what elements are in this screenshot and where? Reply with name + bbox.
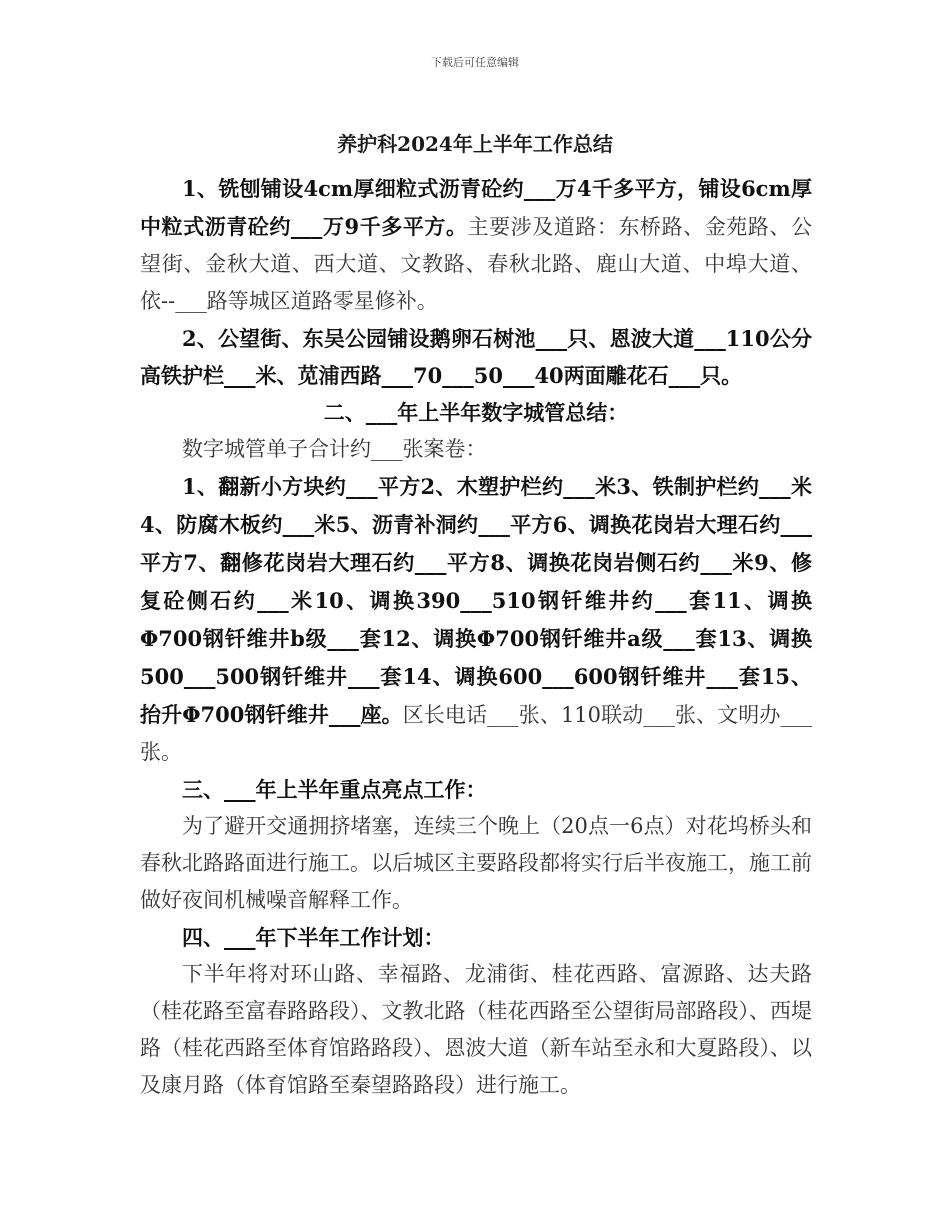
paragraph-4-normal: 区长电话___张、110联动___张、文明办___张。 [140,703,812,764]
paragraph-3: 数字城管单子合计约___张案卷： [182,437,487,461]
paragraph-1-normal: 主要涉及道路：东桥路、金苑路、公望街、金秋大道、西大道、文教路、春秋北路、鹿山大道、中埠大道、依--___路等城区道路零星修补。 [140,215,812,313]
document-body [140,170,812,1104]
paragraph-4 [140,468,812,771]
header-note: 下载后可任意编辑 [431,56,519,69]
paragraph-4-bold: 1、翻新小方块约___平方2、木塑护栏约___米3、铁制护栏约___米4、防腐木板约___米5、沥青补洞约___平方6、调换花岗岩大理石约___平方7、翻修花岗岩大理石约___平方8、调换花岗岩侧石约___米9、修复砼侧石约___米10、调换390___510钢钎维井约___套11、调换Φ700钢钎维井b级___套12、调换Φ700钢钎维井a级___套13、调换500___500钢钎维井___套14、调换600___600钢钎维井___套15、抬升Φ700钢钎维井___座。 [140,474,812,727]
paragraph-6: 下半年将对环山路、幸福路、龙浦街、桂花西路、富源路、达夫路（桂花路至富春路路段）、文教北路（桂花西路至公望街局部路段）、西堤路（桂花西路至体育馆路路段）、恩波大道（新车站至永和大夏路段）、以及康月路（体育馆路至秦望路路段）进行施工。 [140,962,812,1097]
section-heading-4: 四、___年下半年工作计划： [182,925,445,950]
paragraph-1-bold: 1、铣刨铺设4cm厚细粒式沥青砼约___万4千多平方，铺设6cm厚中粒式沥青砼约___万9千多平方。 [140,176,812,239]
paragraph-1 [140,170,812,320]
paragraph-2: 2、公望街、东吴公园铺设鹅卵石树池___只、恩波大道___110公分高铁护栏___米、苋浦西路___70___50___40两面雕花石___只。 [140,326,812,388]
section-heading-2: 二、___年上半年数字城管总结： [323,400,629,425]
page-title: 养护科2024年上半年工作总结 [337,132,613,156]
section-heading-3: 三、___年上半年重点亮点工作： [182,777,487,802]
paragraph-5: 为了避开交通拥挤堵塞，连续三个晚上（20点一6点）对花坞桥头和春秋北路路面进行施工。以后城区主要路段都将实行后半夜施工，施工前做好夜间机械噪音解释工作。 [140,814,812,912]
